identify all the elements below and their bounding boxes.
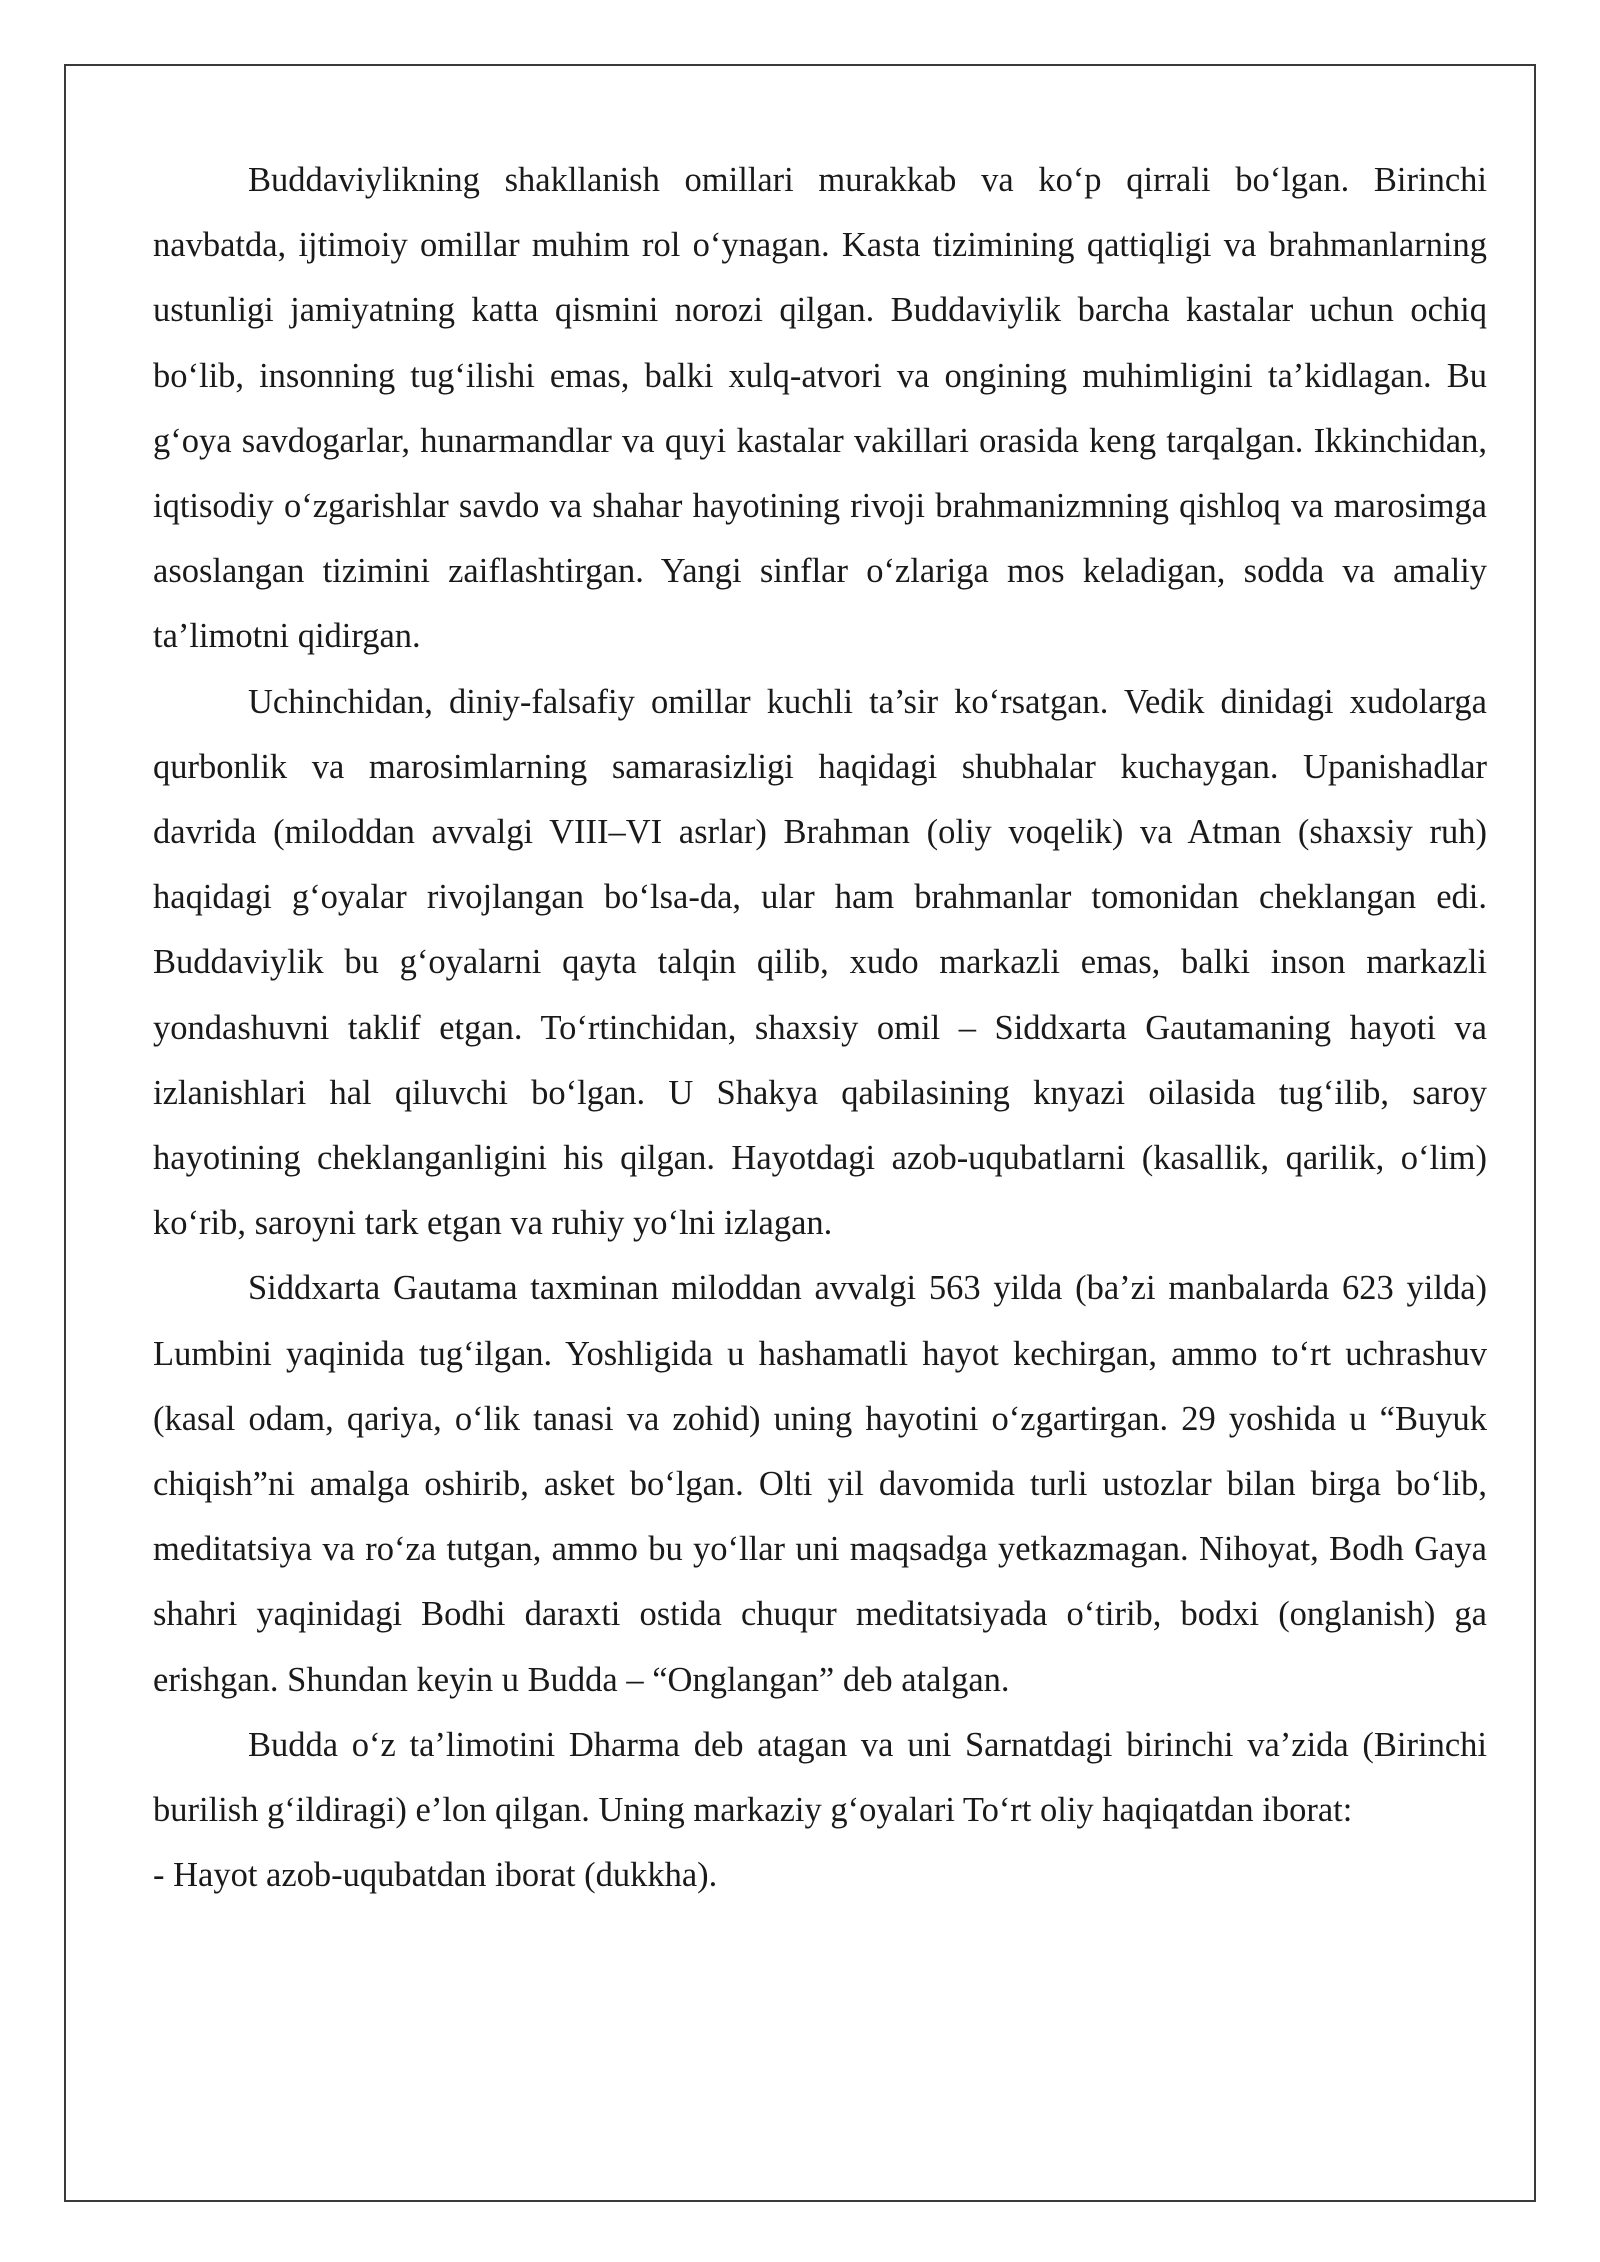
paragraph-siddhartha-life: Siddxarta Gautama taxminan miloddan avvalgi 563 yilda (ba’zi manbalarda 623 yilda) Lumbini yaqinida tug‘ilgan. Yoshligida u hashamatli hayot kechirgan, ammo to‘rt uchrashuv (kasal odam, qariya, o‘lik tanasi va zohid) uning hayotini o‘zgartirgan. 29 yoshida u “Buyuk chiqish”ni amalga oshirib, asket bo‘lgan. Olti yil davomida turli ustozlar bilan birga bo‘lib, meditatsiya va ro‘za tutgan, ammo bu yo‘llar uni maqsadga yetkazmagan. Nihoyat, Bodh Gaya shahri yaqinidagi Bodhi daraxti ostida chuqur meditatsiyada o‘tirib, bodxi (onglanish) ga erishgan. Shundan keyin u Budda – “Onglangan” deb atalgan. bbox=[153, 1269, 1487, 1699]
paragraph-religious-factors: Uchinchidan, diniy-falsafiy omillar kuchli ta’sir ko‘rsatgan. Vedik dinidagi xudolarga qurbonlik va marosimlarning samarasizligi haqidagi shubhalar kuchaygan. Upanishadlar davrida (miloddan avvalgi VIII–VI asrlar) Brahman (oliy voqelik) va Atman (shaxsiy ruh) haqidagi g‘oyalar rivojlangan bo‘lsa-da, ular ham brahmanlar tomonidan cheklangan edi. Buddaviylik bu g‘oyalarni qayta talqin qilib, xudo markazli emas, balki inson markazli yondashuvni taklif etgan. To‘rtinchidan, shaxsiy omil – Siddxarta Gautamaning hayoti va izlanishlari hal qiluvchi bo‘lgan. U Shakya qabilasining knyazi oilasida tug‘ilib, saroy hayotining cheklanganligini his qilgan. Hayotdagi azob-uqubatlarni (kasallik, qarilik, o‘lim) ko‘rib, saroyni tark etgan va ruhiy yo‘lni izlagan. bbox=[153, 682, 1487, 1243]
paragraph-dharma: Budda o‘z ta’limotini Dharma deb atagan va uni Sarnatdagi birinchi va’zida (Birinchi burilish g‘ildiragi) e’lon qilgan. Uning markaziy g‘oyalari To‘rt oliy haqiqatdan iborat: bbox=[153, 1725, 1487, 1830]
paragraph-formation-factors: Buddaviylikning shakllanish omillari murakkab va ko‘p qirrali bo‘lgan. Birinchi navbatda, ijtimoiy omillar muhim rol o‘ynagan. Kasta tizimining qattiqligi va brahmanlarning ustunligi jamiyatning katta qismini norozi qilgan. Buddaviylik barcha kastalar uchun ochiq bo‘lib, insonning tug‘ilishi emas, balki xulq-atvori va ongining muhimligini ta’kidlagan. Bu g‘oya savdogarlar, hunarmandlar va quyi kastalar vakillari orasida keng tarqalgan. Ikkinchidan, iqtisodiy o‘zgarishlar savdo va shahar hayotining rivoji brahmanizmning qishloq va marosimga asoslangan tizimini zaiflashtirgan. Yangi sinflar o‘zlariga mos keladigan, sodda va amaliy ta’limotni qidirgan. bbox=[153, 161, 1487, 656]
document-body bbox=[153, 148, 1487, 1908]
list-item-dukkha: - Hayot azob-uqubatdan iborat (dukkha). bbox=[153, 1856, 718, 1895]
